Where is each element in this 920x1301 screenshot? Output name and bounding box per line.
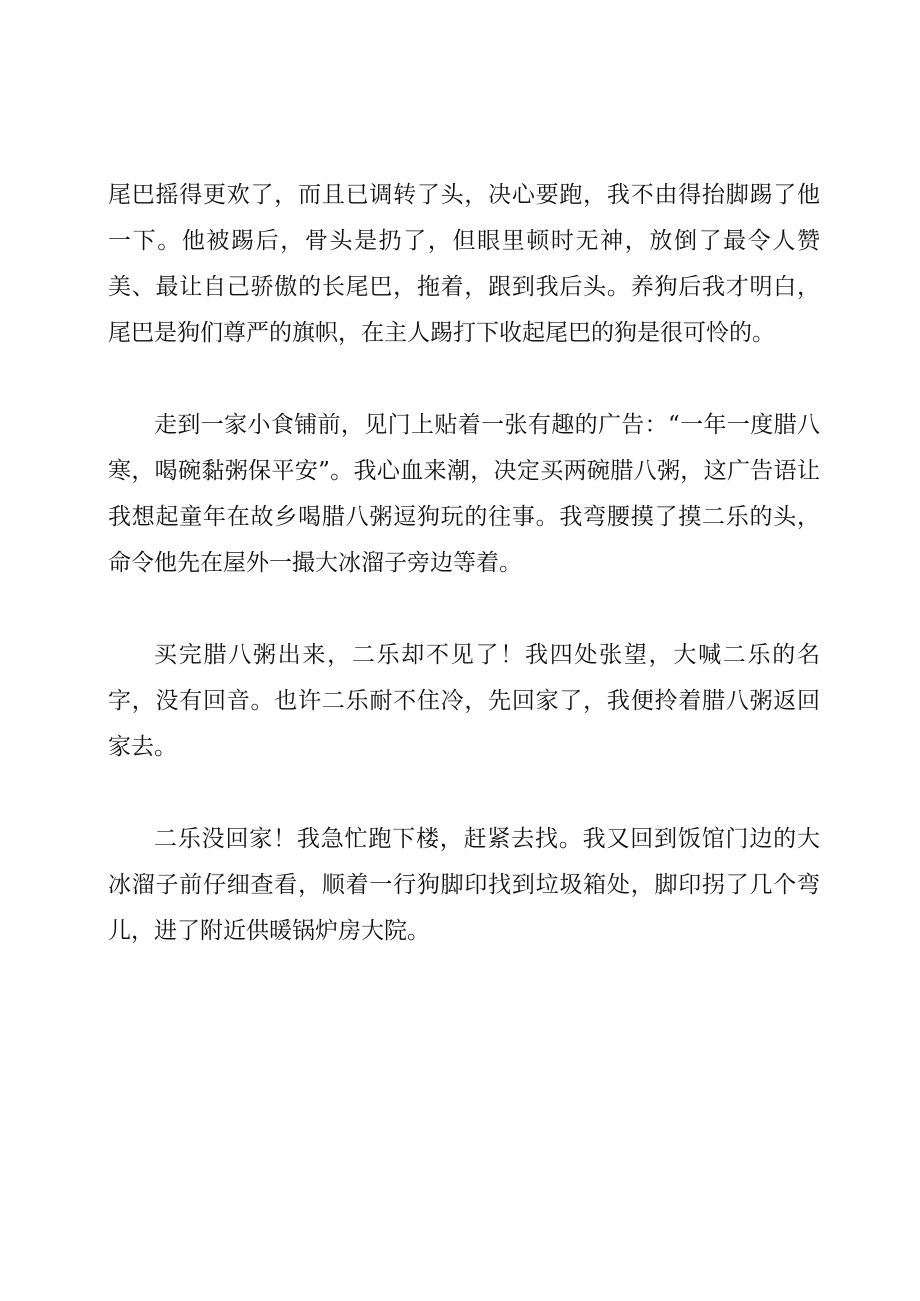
document-body — [108, 172, 820, 1000]
paragraph-1: 尾巴摇得更欢了，而且已调转了头，决心要跑，我不由得抬脚踢了他一下。他被踢后，骨头是扔了，但眼里顿时无神，放倒了最令人赞美、最让自己骄傲的长尾巴，拖着，跟到我后头。养狗后我才明白，尾巴是狗们尊严的旗帜，在主人踢打下收起尾巴的狗是很可怜的。 — [108, 182, 820, 346]
paragraph-2: 走到一家小食铺前，见门上贴着一张有趣的广告：“一年一度腊八寒，喝碗黏粥保平安”。我心血来潮，决定买两碗腊八粥，这广告语让我想起童年在故乡喝腊八粥逗狗玩的往事。我弯腰摸了摸二乐的头，命令他先在屋外一撮大冰溜子旁边等着。 — [108, 412, 820, 576]
paragraph-3: 买完腊八粥出来，二乐却不见了！我四处张望，大喊二乐的名字，没有回音。也许二乐耐不住冷，先回家了，我便拎着腊八粥返回家去。 — [108, 642, 820, 760]
paragraph-4: 二乐没回家！我急忙跑下楼，赶紧去找。我又回到饭馆门边的大冰溜子前仔细查看，顺着一行狗脚印找到垃圾箱处，脚印拐了几个弯儿，进了附近供暖锅炉房大院。 — [108, 826, 820, 944]
